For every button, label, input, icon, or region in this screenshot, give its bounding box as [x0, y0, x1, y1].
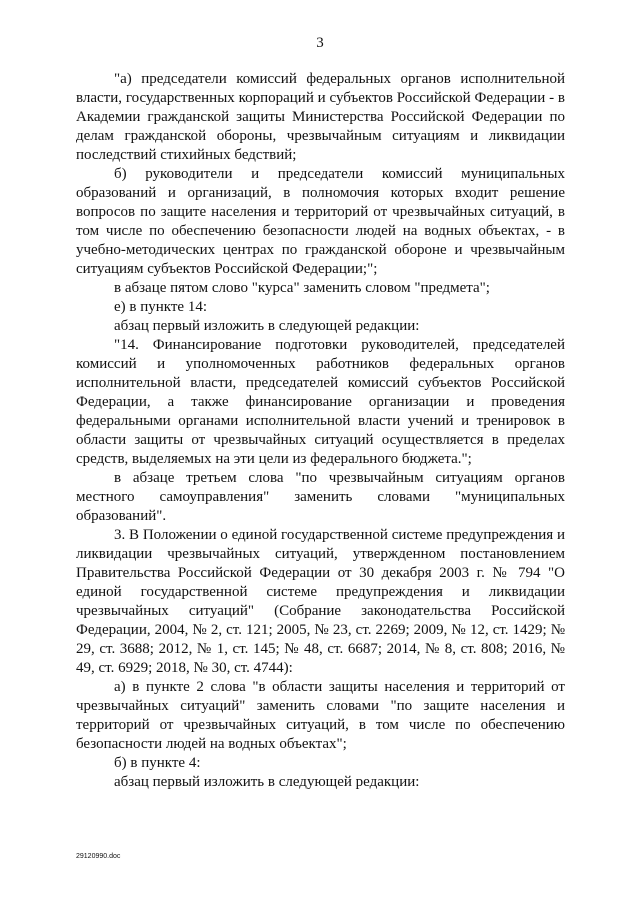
paragraph: "14. Финансирование подготовки руководителей, председателей комиссий и уполномоченных работников федеральных органов исполнительной власти, председателей комиссий субъектов Российской Федерации, а также финансирование организации и проведения федеральными органами исполнительной власти учений и тренировок в области защиты от чрезвычайных ситуаций осуществляется в пределах средств, выделяемых на эти цели из федерального бюджета.";	[76, 337, 565, 467]
paragraph: в абзаце третьем слова "по чрезвычайным ситуациям органов местного самоуправления" заменить словами "муниципальных образований".	[76, 470, 565, 524]
paragraph: в абзаце пятом слово "курса" заменить словом "предмета";	[114, 280, 490, 296]
file-name-footer: 29120990.doc	[76, 853, 121, 860]
paragraph: абзац первый изложить в следующей редакции:	[114, 318, 420, 334]
document-body	[76, 70, 565, 792]
page-number: 3	[316, 35, 324, 51]
paragraph: б) в пункте 4:	[114, 755, 201, 771]
paragraph: а) в пункте 2 слова "в области защиты населения и территорий от чрезвычайных ситуаций" заменить словами "по защите населения и территорий от чрезвычайных ситуаций, в том числе по обеспечению безопасности людей на водных объектах";	[76, 679, 565, 752]
paragraph: б) руководители и председатели комиссий муниципальных образований и организаций, в полномочия которых входит решение вопросов по защите населения и территорий от чрезвычайных ситуаций, в том числе по обеспечению безопасности людей на водных объектах, - в учебно-методических центрах по гражданской обороне и чрезвычайным ситуациям субъектов Российской Федерации;";	[76, 166, 565, 277]
paragraph: "а) председатели комиссий федеральных органов исполнительной власти, государственных корпораций и субъектов Российской Федерации - в Академии гражданской защиты Министерства Российской Федерации по делам гражданской обороны, чрезвычайным ситуациям и ликвидации последствий стихийных бедствий;	[76, 71, 565, 163]
paragraph: абзац первый изложить в следующей редакции:	[114, 774, 420, 790]
paragraph: е) в пункте 14:	[114, 299, 208, 315]
paragraph: 3. В Положении о единой государственной системе предупреждения и ликвидации чрезвычайных ситуаций, утвержденном постановлением Правительства Российской Федерации от 30 декабря 2003 г. № 794 "О единой государственной системе предупреждения и ликвидации чрезвычайных ситуаций" (Собрание законодательства Российской Федерации, 2004, № 2, ст. 121; 2005, № 23, ст. 2269; 2009, № 12, ст. 1429; № 29, ст. 3688; 2012, № 1, ст. 145; № 48, ст. 6687; 2014, № 8, ст. 808; 2016, № 49, ст. 6929; 2018, № 30, ст. 4744):	[76, 527, 565, 676]
